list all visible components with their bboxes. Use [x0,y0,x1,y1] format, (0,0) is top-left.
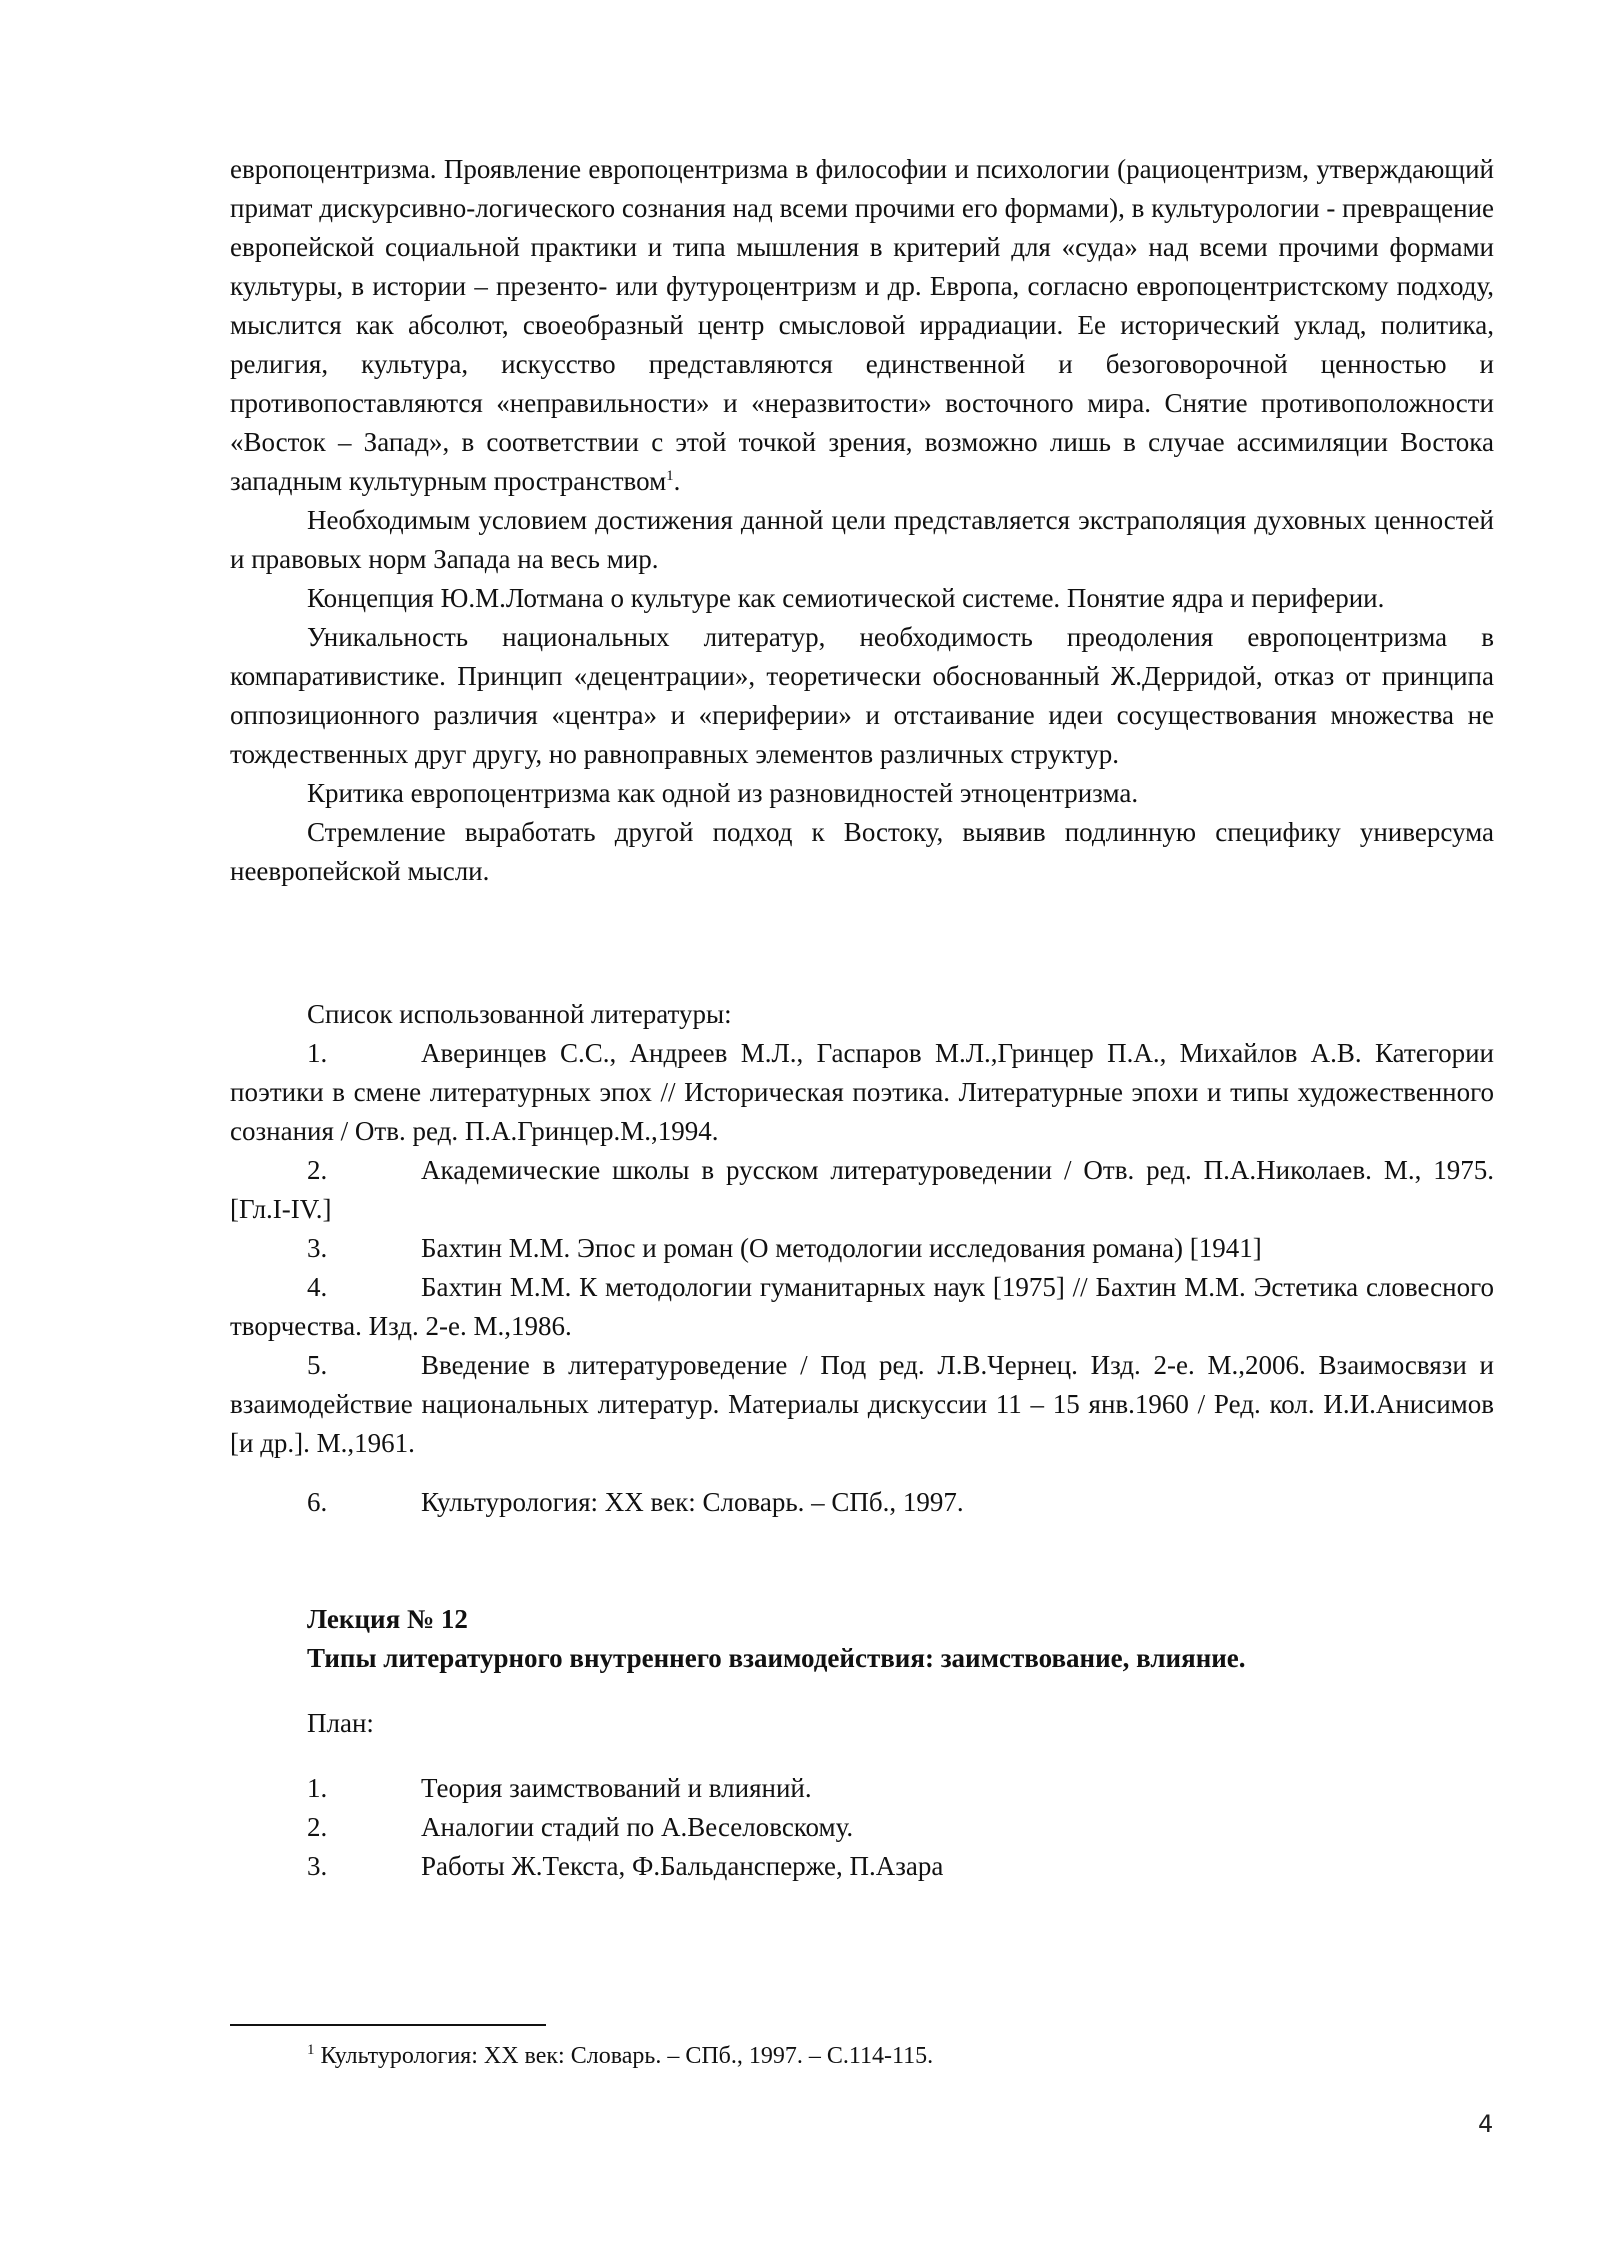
plan-item-text: Теория заимствований и влияний. [421,1773,812,1803]
spacer [230,1463,1494,1483]
reference-number: 2. [307,1155,328,1185]
footnote-text: Культурология: XX век: Словарь. – СПб., 1997. – С.114-115. [314,2043,934,2069]
plan-item-text: Работы Ж.Текста, Ф.Бальдансперже, П.Азара [421,1851,944,1881]
plan-item-number: 3. [307,1851,328,1881]
plan-item-number: 1. [307,1773,328,1803]
spacer [230,1743,1494,1769]
reference-number: 1. [307,1038,328,1068]
reference-text: Культурология: XX век: Словарь. – СПб., 1997. [421,1487,964,1517]
reference-text: Бахтин М.М. Эпос и роман (О методологии исследования романа) [1941] [421,1233,1262,1263]
plan-list [230,1769,1494,1886]
plan-label: План: [307,1708,374,1738]
plan-item-3 [230,1847,1494,1886]
reference-text: Бахтин М.М. К методологии гуманитарных наук [1975] // Бахтин М.М. Эстетика словесного творчества. Изд. 2-е. М.,1986. [230,1272,1494,1341]
reference-item-2 [230,1151,1494,1229]
reference-number: 5. [307,1350,328,1380]
footnote-mark: 1 [307,2042,315,2058]
page-content [230,150,1494,1886]
body-paragraph-1: европоцентризма. Проявление европоцентризма в философии и психологии (рациоцентризм, утверждающий примат дискурсивно-логического сознания над всеми прочими его формами), в культурологии - превращение европейской социальной практики и типа мышления в критерий для «суда» над всеми прочими формами культуры, в истории – презенто- или футуроцентризм и др. Европа, согласно европоцентристскому подходу, мыслится как абсолют, своеобразный центр смысловой иррадиации. Ее исторический уклад, политика, религия, культура, искусство представляются единственной и безоговорочной ценностью и противопоставляются «неправильности» и «неразвитости» восточного мира. Снятие противоположности «Восток – Запад», в соответствии с этой точкой зрения, возможно лишь в случае ассимиляции Востока западным культурным пространством$^1$. [230,154,1494,496]
lecture-subtitle: Типы литературного внутреннего взаимодействия: заимствование, влияние. [307,1643,1246,1673]
reference-text: Академические школы в русском литературоведении / Отв. ред. П.А.Николаев. М., 1975. [Гл.I-IV.] [230,1155,1494,1224]
plan-item-2 [230,1808,1494,1847]
reference-number: 3. [307,1233,328,1263]
reference-number: 6. [307,1487,328,1517]
references-heading: Список использованной литературы: [307,999,732,1029]
plan-item-text: Аналогии стадий по А.Веселовскому. [421,1812,854,1842]
references-list [230,1034,1494,1522]
reference-item-3 [230,1229,1494,1268]
spacer [230,1522,1494,1600]
body-paragraph-6: Стремление выработать другой подход к Востоку, выявив подлинную специфику универсума неевропейской мысли. [230,817,1494,886]
reference-item-1 [230,1034,1494,1151]
plan-item-1 [230,1769,1494,1808]
body-paragraph-5: Критика европоцентризма как одной из разновидностей этноцентризма. [307,778,1139,808]
reference-item-4 [230,1268,1494,1346]
plan-item-number: 2. [307,1812,328,1842]
reference-item-5 [230,1346,1494,1463]
reference-number: 4. [307,1272,328,1302]
footnote [307,2040,1487,2072]
body-paragraph-2: Необходимым условием достижения данной цели представляется экстраполяция духовных ценностей и правовых норм Запада на весь мир. [230,505,1494,574]
page-number: 4 [1478,2110,1494,2138]
spacer [230,891,1494,995]
footnote-reference-mark: 1 [666,468,674,484]
reference-text: Аверинцев С.С., Андреев М.Л., Гаспаров М.Л.,Гринцер П.А., Михайлов А.В. Категории поэтики в смене литературных эпох // Историческая поэтика. Литературные эпохи и типы художественного сознания / Отв. ред. П.А.Гринцер.М.,1994. [230,1038,1494,1146]
footnote-separator [230,2024,546,2026]
reference-text: Введение в литературоведение / Под ред. Л.В.Чернец. Изд. 2-е. М.,2006. Взаимосвязи и взаимодействие национальных литератур. Материалы дискуссии 11 – 15 янв.1960 / Ред. кол. И.И.Анисимов [и др.]. М.,1961. [230,1350,1494,1458]
body-paragraph-4: Уникальность национальных литератур, необходимость преодоления европоцентризма в компаративистике. Принцип «децентрации», теоретически обоснованный Ж.Дерридой, отказ от принципа оппозиционного различия «центра» и «периферии» и отстаивание идеи сосуществования множества не тождественных друг другу, но равноправных элементов различных структур. [230,622,1494,769]
lecture-title: Лекция № 12 [307,1604,468,1634]
reference-item-6 [230,1483,1494,1522]
body-paragraph-3: Концепция Ю.М.Лотмана о культуре как семиотической системе. Понятие ядра и периферии. [307,583,1385,613]
spacer [230,1678,1494,1704]
